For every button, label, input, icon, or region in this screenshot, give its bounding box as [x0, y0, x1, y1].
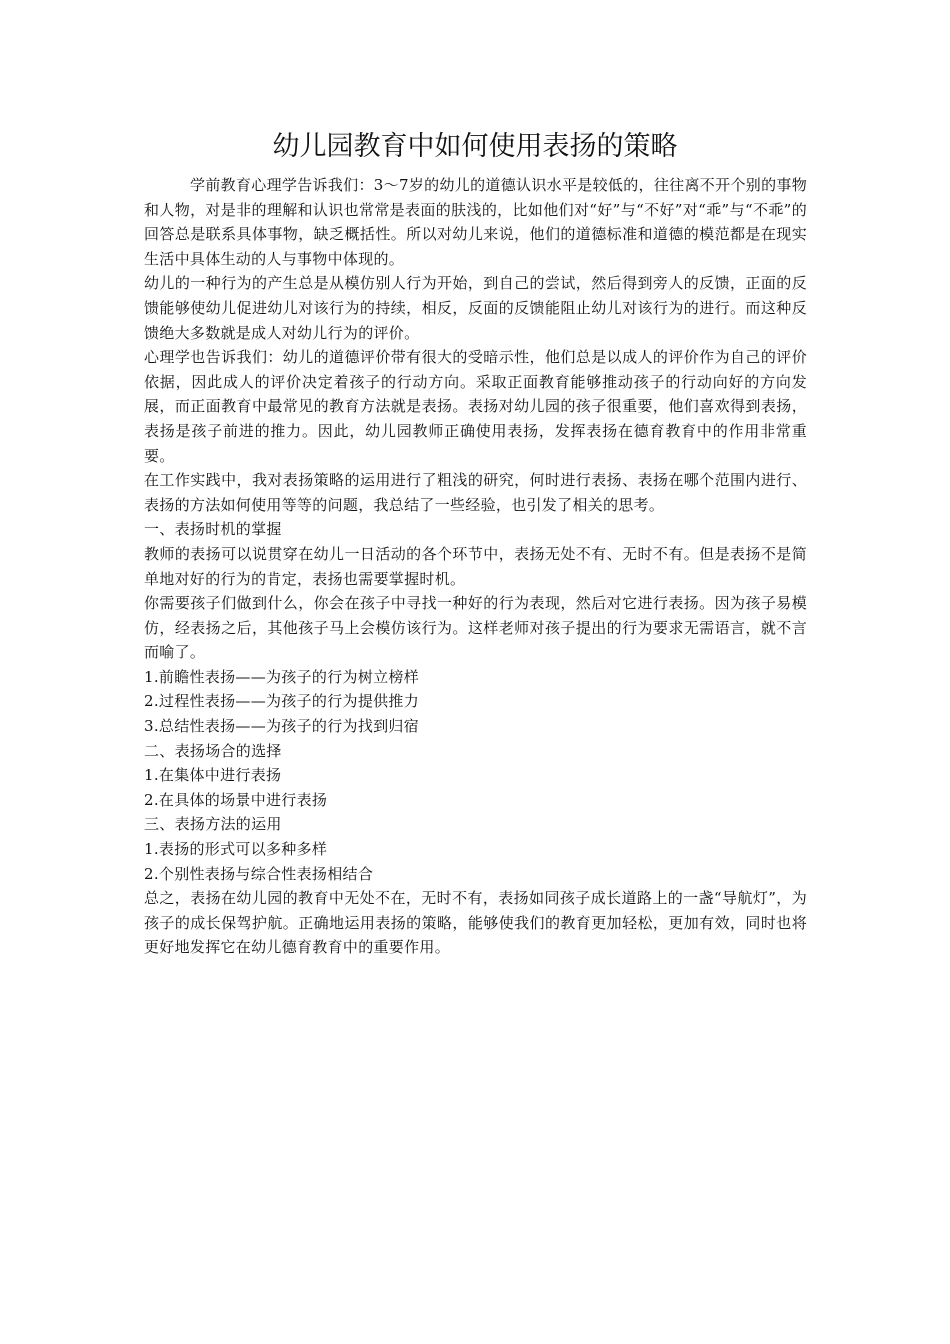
paragraph-modeling: 你需要孩子们做到什么，你会在孩子中寻找一种好的行为表现，然后对它进行表扬。因为孩子易模仿，经表扬之后，其他孩子马上会模仿该行为。这样老师对孩子提出的行为要求无需语言，就不言而喻了。 — [144, 594, 807, 662]
document-body — [144, 173, 807, 960]
list-item-summary: 3.总结性表扬——为孩子的行为找到归宿 — [144, 717, 420, 736]
paragraph-timing: 教师的表扬可以说贯穿在幼儿一日活动的各个环节中，表扬无处不有、无时不有。但是表扬不是简单地对好的行为的肯定，表扬也需要掌握时机。 — [144, 544, 807, 588]
paragraph-practice: 在工作实践中，我对表扬策略的运用进行了粗浅的研究，何时进行表扬、表扬在哪个范围内进行、表扬的方法如何使用等等的问题，我总结了一些经验，也引发了相关的思考。 — [144, 471, 807, 514]
list-item-prospective: 1.前瞻性表扬——为孩子的行为树立榜样 — [144, 667, 420, 686]
section-heading-occasion: 二、表扬场合的选择 — [144, 741, 282, 760]
list-item-combined: 2.个别性表扬与综合性表扬相结合 — [144, 864, 374, 883]
list-item-process: 2.过程性表扬——为孩子的行为提供推力 — [144, 692, 420, 711]
paragraph-conclusion: 总之，表扬在幼儿园的教育中无处不在，无时不有，表扬如同孩子成长道路上的一盏“导航灯”，为孩子的成长保驾护航。正确地运用表扬的策略，能够使我们的教育更加轻松，更加有效，同时也将更好地发挥它在幼儿德育教育中的重要作用。 — [144, 889, 807, 957]
paragraph-psychology: 心理学也告诉我们：幼儿的道德评价带有很大的受暗示性，他们总是以成人的评价作为自己的评价依据，因此成人的评价决定着孩子的行动方向。采取正面教育能够推动孩子的行动向好的方向发展，而正面教育中最常见的教育方法就是表扬。表扬对幼儿园的孩子很重要，他们喜欢得到表扬，表扬是孩子前进的推力。因此，幼儿园教师正确使用表扬，发挥表扬在德育教育中的作用非常重要。 — [144, 348, 807, 465]
section-heading-method: 三、表扬方法的运用 — [144, 815, 282, 834]
section-heading-timing: 一、表扬时机的掌握 — [144, 520, 282, 539]
list-item-scene: 2.在具体的场景中进行表扬 — [144, 790, 328, 809]
list-item-forms: 1.表扬的形式可以多种多样 — [144, 840, 328, 859]
paragraph-imitation: 幼儿的一种行为的产生总是从模仿别人行为开始，到自己的尝试，然后得到旁人的反馈，正面的反馈能够使幼儿促进幼儿对该行为的持续，相反，反面的反馈能阻止幼儿对该行为的进行。而这种反馈绝大多数就是成人对幼儿行为的评价。 — [144, 274, 807, 342]
paragraph-intro: 学前教育心理学告诉我们：3～7岁的幼儿的道德认识水平是较低的，往往离不开个别的事物和人物，对是非的理解和认识也常常是表面的肤浅的，比如他们对“好”与“不好”对“乖”与“不乖”的回答总是联系具体事物，缺乏概括性。所以对幼儿来说，他们的道德标准和道德的模范都是在现实生活中具体生动的人与事物中体现的。 — [144, 176, 807, 268]
list-item-collective: 1.在集体中进行表扬 — [144, 766, 282, 785]
document-title: 幼儿园教育中如何使用表扬的策略 — [272, 131, 678, 162]
